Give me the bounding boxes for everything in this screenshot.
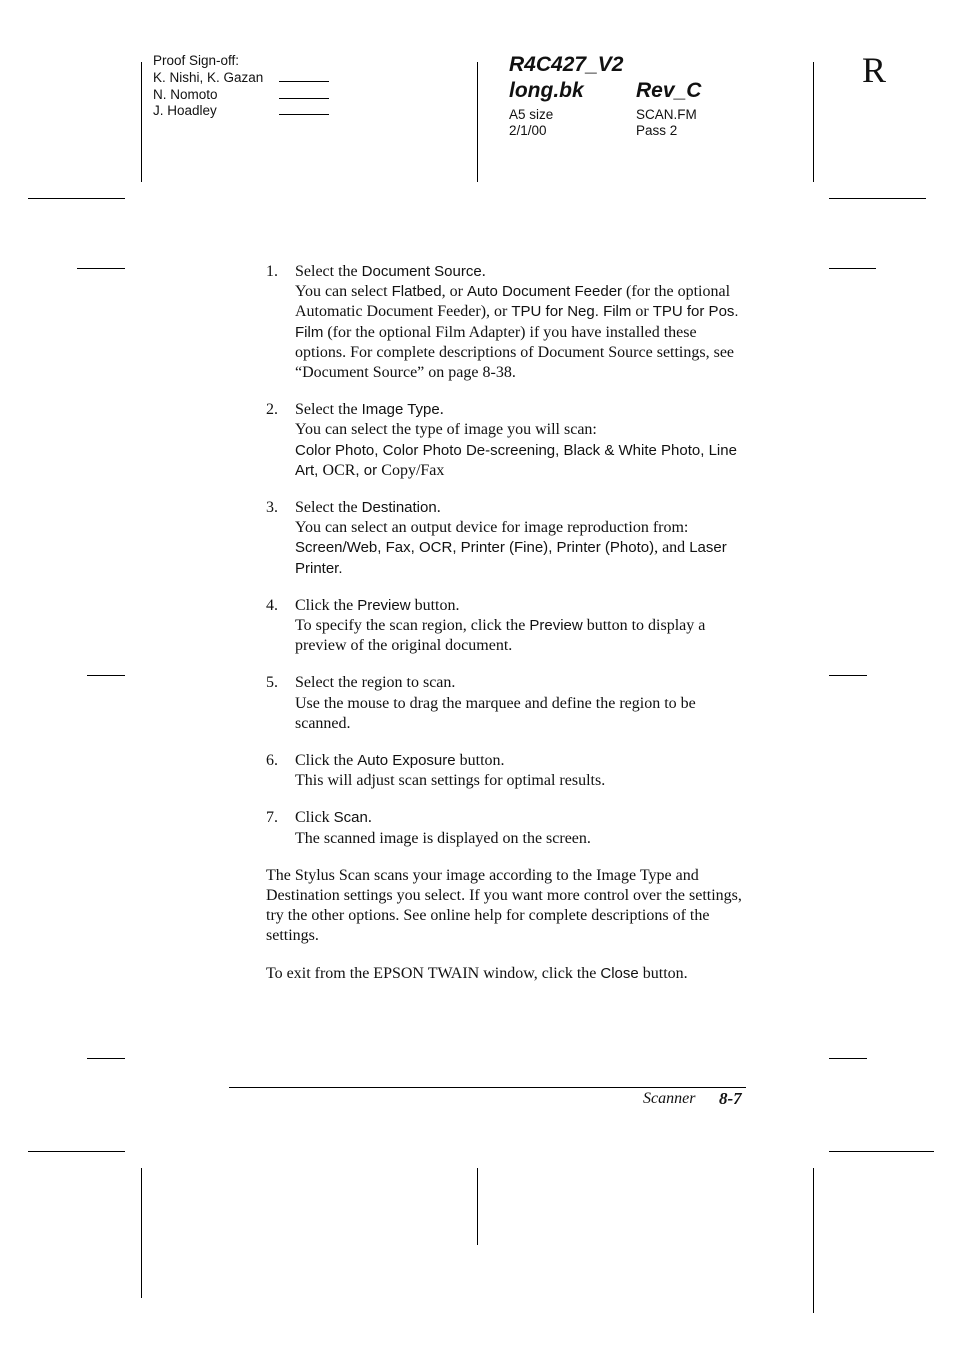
signoff-title: Proof Sign-off: [153,53,240,68]
step-number: 1. [266,263,278,280]
step-7 [266,808,748,848]
step-body: This will adjust scan settings for optimal results. [295,772,606,790]
step-number: 4. [266,596,278,614]
crop-mark [87,675,125,676]
step-body: You can select an output device for image reproduction from: Screen/Web, Fax, OCR, Printer (Fine), Printer (Photo), and Laser Printer. [295,519,727,577]
step-title: Select the Image Type. [295,401,444,419]
crop-mark [87,1058,125,1059]
signoff-row [153,103,329,120]
crop-mark [813,1168,814,1313]
exit-paragraph: To exit from the EPSON TWAIN window, click the Close button. [266,964,688,982]
crop-mark [28,1151,125,1152]
summary-paragraph: The Stylus Scan scans your image according to the Image Type and Destination settings you select. If you want more control over the settings, try the other options. See online help for complete descriptions of the settings. [266,866,742,945]
crop-mark [141,62,142,182]
step-4 [266,596,748,657]
step-title: Select the region to scan. [295,674,456,692]
step-number: 6. [266,752,278,770]
step-body: You can select Flatbed, or Auto Document Feeder (for the optional Automatic Document Feeder), or TPU for Neg. Film or TPU for Pos. Film (for the optional Film Adapter) if you have installed these options. For complete descriptions of Document Source settings, see “Document Source” on page 8-38. [295,283,739,382]
crop-mark [477,1168,478,1245]
step-title: Select the Document Source. [295,263,486,280]
crop-mark [141,1168,142,1298]
crop-mark [28,198,125,199]
step-number: 5. [266,674,278,692]
print-date: 2/1/00 [509,123,547,138]
book-name: long.bk [509,79,584,102]
page-number: 8-7 [719,1089,742,1108]
doc-code: R4C427_V2 [509,53,624,76]
crop-mark [829,1058,867,1059]
step-1 [266,262,748,383]
crop-mark [829,198,926,199]
crop-mark [829,268,876,269]
crop-mark [77,268,125,269]
step-body: You can select the type of image you will scan: Color Photo, Color Photo De-screening, Black & White Photo, Line Art, OCR, or Copy/Fax [295,421,737,479]
step-5 [266,673,748,734]
pass-number: Pass 2 [636,123,678,138]
step-title: Click the Auto Exposure button. [295,752,505,770]
footer-section: Scanner [643,1090,696,1107]
crop-mark [813,62,814,182]
step-number: 7. [266,809,278,827]
signoff-name: N. Nomoto [153,86,218,102]
step-title: Click Scan. [295,809,372,827]
step-3 [266,498,748,579]
signoff-blank [279,103,329,115]
main-content [266,262,748,1001]
step-6 [266,751,748,791]
signoff-row [153,87,329,104]
step-body: Use the mouse to drag the marquee and define the region to be scanned. [295,694,696,732]
crop-mark [477,62,478,182]
crop-mark [829,675,867,676]
signoff-row [153,70,329,87]
crop-mark [829,1151,934,1152]
step-body: To specify the scan region, click the Preview button to display a preview of the original document. [295,617,706,655]
proof-signoff [153,53,329,120]
file-name: SCAN.FM [636,107,697,122]
step-title: Click the Preview button. [295,596,460,614]
step-body: The scanned image is displayed on the screen. [295,829,591,847]
step-title: Select the Destination. [295,499,441,517]
signoff-name: K. Nishi, K. Gazan [153,69,264,85]
paper-size: A5 size [509,107,554,122]
signoff-blank [279,87,329,99]
signoff-name: J. Hoadley [153,103,217,119]
step-number: 3. [266,499,278,517]
footer-rule [229,1087,746,1088]
step-number: 2. [266,401,278,419]
side-letter: R [862,50,887,90]
revision: Rev_C [636,79,702,102]
signoff-blank [279,70,329,82]
step-2 [266,400,748,481]
